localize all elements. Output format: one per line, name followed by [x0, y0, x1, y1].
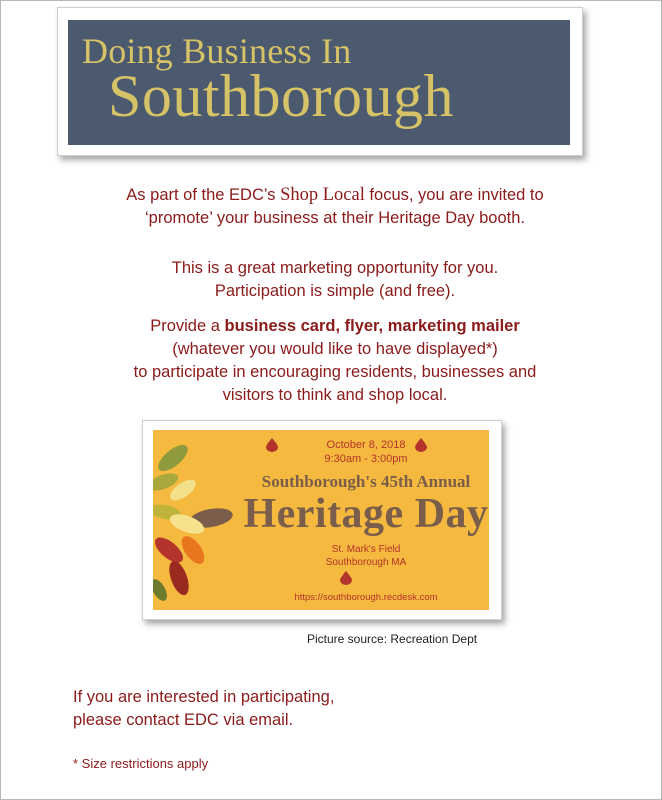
- banner-frame: [57, 7, 583, 156]
- leaf-decoration: [153, 430, 243, 610]
- opportunity-line1: This is a great marketing opportunity for you.: [171, 259, 499, 277]
- provide-paragraph: [40, 315, 630, 407]
- banner: [68, 20, 570, 145]
- event-place: St. Mark's Field: [331, 544, 401, 555]
- provide-line4: visitors to think and shop local.: [222, 386, 448, 404]
- event-title: Heritage Day: [243, 491, 489, 537]
- picture-caption: Picture source: Recreation Dept: [307, 632, 478, 646]
- event-date: October 8, 2018: [326, 439, 406, 451]
- drop-icon: [340, 571, 352, 585]
- shop-local-emphasis: Shop Local: [280, 185, 365, 205]
- intro-text-a: As part of the EDC’s: [126, 186, 281, 204]
- banner-title-line1: Doing Business In: [82, 31, 352, 71]
- provide-lead: Provide a: [150, 317, 225, 335]
- leaf-shape: [177, 532, 208, 567]
- event-city: Southborough MA: [325, 557, 407, 568]
- contact-line1: If you are interested in participating,: [73, 688, 335, 706]
- banner-title-line2: Southborough: [108, 63, 455, 129]
- contact-line2: please contact EDC via email.: [73, 711, 294, 729]
- event-url: https://southborough.recdesk.com: [294, 592, 438, 603]
- provide-line3: to participate in encouraging residents, businesses and: [133, 363, 537, 381]
- opportunity-paragraph: [40, 257, 630, 303]
- event-card: [153, 430, 489, 610]
- provide-line1: [40, 315, 630, 338]
- event-annual: Southborough's 45th Annual: [261, 472, 471, 491]
- footnote: * Size restrictions apply: [73, 756, 209, 771]
- opportunity-line2: Participation is simple (and free).: [214, 282, 456, 300]
- intro-line1: [40, 184, 630, 207]
- contact-paragraph: [73, 686, 334, 732]
- leaf-shape: [153, 533, 187, 567]
- provide-line2: (whatever you would like to have displayed*): [172, 340, 498, 358]
- leaf-shape: [153, 577, 170, 604]
- event-card-frame: [142, 420, 502, 620]
- leaf-shape: [154, 440, 192, 475]
- leaf-shape: [165, 558, 192, 597]
- intro-paragraph: [40, 184, 630, 230]
- intro-text-b: focus, you are invited to: [364, 186, 544, 204]
- event-time: 9:30am - 3:00pm: [324, 453, 408, 465]
- provide-items: business card, flyer, marketing mailer: [224, 317, 520, 335]
- intro-line2: ‘promote’ your business at their Heritage Day booth.: [145, 209, 525, 227]
